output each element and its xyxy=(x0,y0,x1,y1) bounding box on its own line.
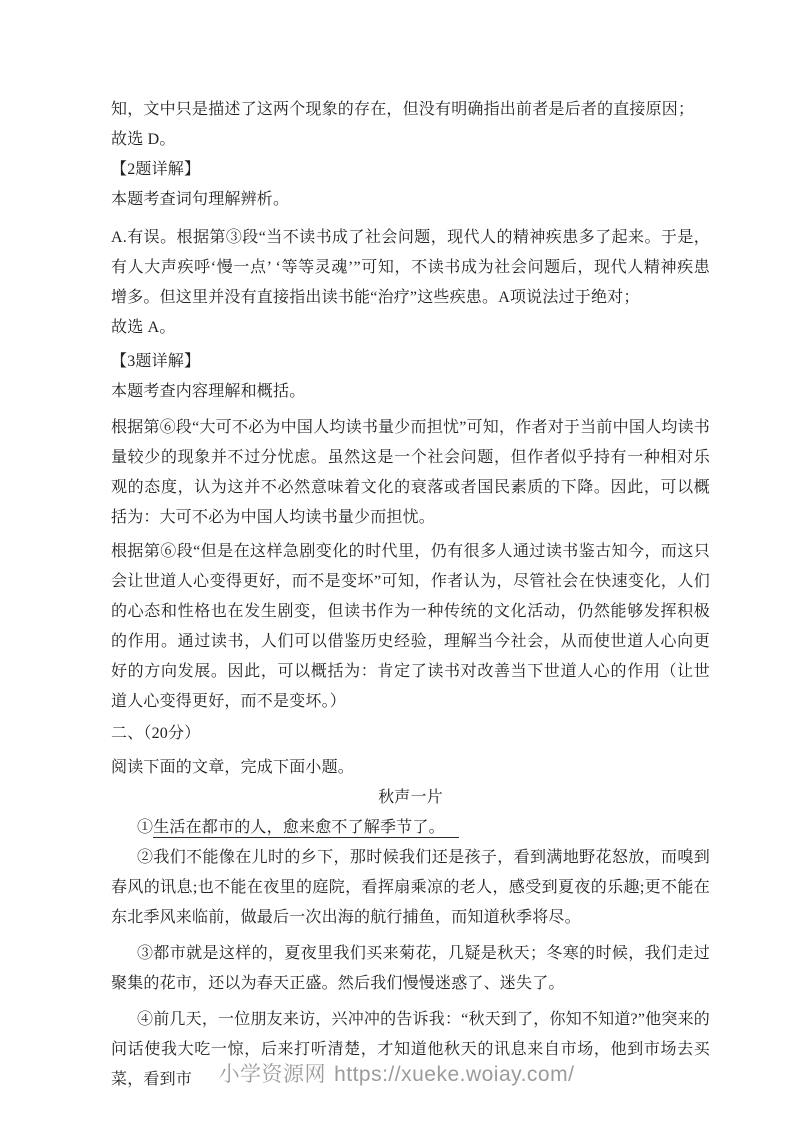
section-2-heading: 二、（20分） xyxy=(111,725,201,742)
document-content xyxy=(111,95,710,1095)
question-2-topic: 本题考查词句理解辨析。 xyxy=(111,191,290,208)
watermark-footer xyxy=(0,1061,793,1089)
answer-continuation-line: 知，文中只是描述了这两个现象的存在，但没有明确指出前者是后者的直接原因； xyxy=(111,101,695,118)
question-3-analysis-2: 根据第⑥段“但是在这样急剧变化的时代里，仍有很多人通过读书鉴古知今，而这只会让世道人心变得更好，而不是变坏”可知，作者认为，尽管社会在快速变化，人们的心态和性格也在发生剧变，但读书作为一种传统的文化活动，仍然能够发挥积极的作用。通过读书，人们可以借鉴历史经验，理解当今社会，从而使世道人心向更好的方向发展。因此，可以概括为：肯定了读书对改善当下世道人心的作用（让世道人心变得更好，而不是变坏。） xyxy=(111,543,710,710)
paragraph-1-marker: ① xyxy=(137,819,154,836)
footer-site-name: 小学资源网 xyxy=(218,1063,327,1086)
article-paragraph-3: ③都市就是这样的，夏夜里我们买来菊花，几疑是秋天；冬寒的时候，我们走过聚集的花市，还以为春天正盛。然后我们慢慢迷惑了、迷失了。 xyxy=(111,945,710,992)
paragraph-1-underlined-sentence: 生活在都市的人，愈来愈不了解季节了。 xyxy=(153,819,459,838)
article-paragraph-2: ②我们不能像在儿时的乡下，那时候我们还是孩子，看到满地野花怒放，而嗅到春风的讯息;也不能在夜里的庭院，看挥扇乘凉的老人，感受到夏夜的乐趣;更不能在东北季风来临前，做最后一次出海的航行捕鱼，而知道秋季将尽。 xyxy=(111,849,710,926)
footer-url: https://xueke.woiay.com/ xyxy=(334,1063,575,1086)
section-2-intro: 阅读下面的文章，完成下面小题。 xyxy=(111,759,355,776)
article-paragraph-4: ④前几天，一位朋友来访，兴冲冲的告诉我：“秋天到了，你知不知道?”他突来的问话使我大吃一惊，后来打听清楚，才知道他秋天的讯息来自市场，他到市场去买菜，看到市 xyxy=(111,1011,710,1088)
article-title: 秋声一片 xyxy=(378,789,443,806)
question-2-heading: 【2题详解】 xyxy=(111,161,201,178)
question-3-heading: 【3题详解】 xyxy=(111,353,201,370)
question-2-analysis: A.有误。根据第③段“当不读书成了社会问题，现代人的精神疾患多了起来。于是，有人大声疾呼‘慢一点’ ‘等等灵魂’”可知，不读书成为社会问题后，现代人精神疾患增多。但这里并没有直接指出读书能“治疗”这些疾患。A项说法过于绝对； xyxy=(111,229,710,306)
article-paragraph-1 xyxy=(111,813,710,843)
question-3-topic: 本题考查内容理解和概括。 xyxy=(111,383,306,400)
answer-choice-d: 故选 D。 xyxy=(111,131,176,148)
answer-choice-a: 故选 A。 xyxy=(111,319,176,336)
question-3-analysis-1: 根据第⑥段“大可不必为中国人均读书量少而担忧”可知，作者对于当前中国人均读书量较少的现象并不过分忧虑。虽然这是一个社会问题，但作者似乎持有一种相对乐观的态度，认为这并不必然意味着文化的衰落或者国民素质的下降。因此，可以概括为：大可不必为中国人均读书量少而担忧。 xyxy=(111,419,710,526)
